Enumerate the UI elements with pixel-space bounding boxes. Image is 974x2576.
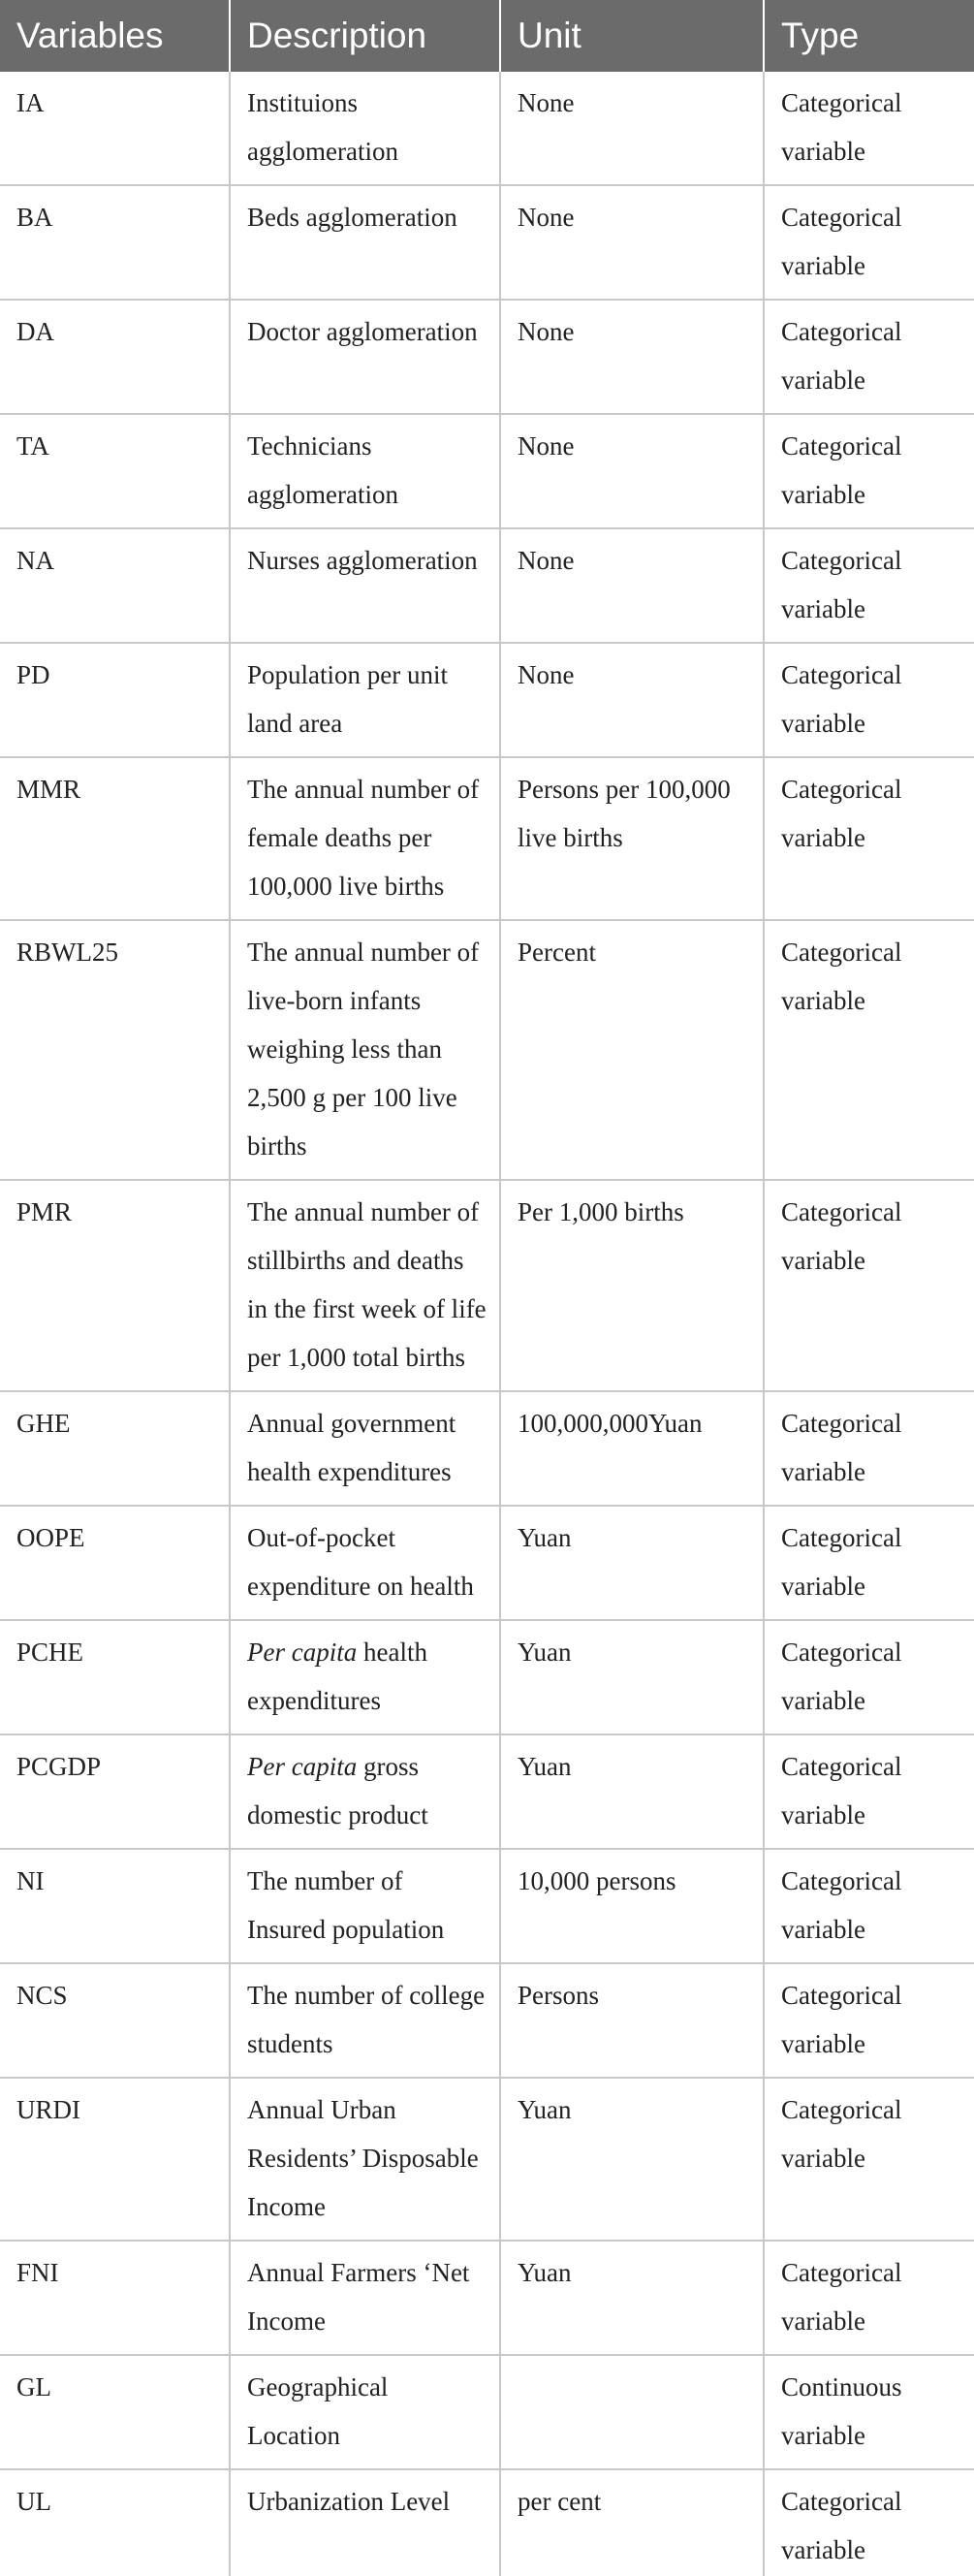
cell-variable: MMR (0, 757, 230, 920)
cell-unit: Yuan (500, 2078, 764, 2241)
cell-variable: GHE (0, 1391, 230, 1506)
cell-unit: None (500, 643, 764, 757)
cell-type: Categorical variable (764, 414, 974, 528)
cell-description (230, 757, 500, 920)
header-variables: Variables (0, 0, 230, 72)
table-row (0, 643, 974, 757)
description-segment: Out-of-pocket expenditure on health (247, 1523, 474, 1601)
table-row (0, 1180, 974, 1391)
cell-unit: Persons (500, 1963, 764, 2078)
table-row (0, 1734, 974, 1849)
cell-description (230, 414, 500, 528)
cell-type: Categorical variable (764, 920, 974, 1180)
table-row (0, 2241, 974, 2355)
cell-variable: BA (0, 185, 230, 300)
table-row (0, 1849, 974, 1963)
cell-description (230, 1391, 500, 1506)
cell-description (230, 2078, 500, 2241)
cell-unit: None (500, 300, 764, 414)
cell-type: Categorical variable (764, 1963, 974, 2078)
cell-unit: Percent (500, 920, 764, 1180)
cell-type: Categorical variable (764, 1849, 974, 1963)
description-segment: Annual Farmers ‘Net Income (247, 2258, 470, 2336)
cell-description (230, 1506, 500, 1620)
cell-variable: GL (0, 2355, 230, 2469)
cell-variable: PCGDP (0, 1734, 230, 1849)
cell-type: Categorical variable (764, 72, 974, 185)
cell-variable: UL (0, 2469, 230, 2576)
table-row (0, 1963, 974, 2078)
cell-description (230, 2469, 500, 2576)
table-row (0, 528, 974, 643)
description-segment: Population per unit land area (247, 660, 448, 738)
cell-type: Categorical variable (764, 1620, 974, 1734)
description-segment: The annual number of stillbirths and deaths in the first week of life per 1,000 total births (247, 1197, 487, 1372)
cell-unit: Yuan (500, 1620, 764, 1734)
cell-description (230, 1734, 500, 1849)
cell-variable: IA (0, 72, 230, 185)
table-row (0, 2078, 974, 2241)
description-segment: gross domestic product (247, 1752, 428, 1829)
cell-variable: PCHE (0, 1620, 230, 1734)
header-type: Type (764, 0, 974, 72)
description-segment: Doctor agglomeration (247, 317, 478, 346)
cell-description (230, 528, 500, 643)
table-row (0, 2469, 974, 2576)
table-row (0, 1506, 974, 1620)
cell-unit: None (500, 72, 764, 185)
table-row (0, 1620, 974, 1734)
cell-type: Categorical variable (764, 1391, 974, 1506)
cell-unit: Yuan (500, 1734, 764, 1849)
cell-type: Categorical variable (764, 1734, 974, 1849)
cell-description (230, 72, 500, 185)
description-segment: Urbanization Level (247, 2487, 451, 2516)
description-segment: The number of college students (247, 1981, 486, 2058)
table-row (0, 72, 974, 185)
cell-variable: NI (0, 1849, 230, 1963)
table-row (0, 757, 974, 920)
cell-description (230, 300, 500, 414)
cell-variable: TA (0, 414, 230, 528)
cell-unit: per cent (500, 2469, 764, 2576)
cell-type: Categorical variable (764, 1180, 974, 1391)
cell-variable: RBWL25 (0, 920, 230, 1180)
description-italic-segment: Per capita (247, 1638, 358, 1667)
description-segment: The annual number of live-born infants weighing less than 2,500 g per 100 live births (247, 938, 480, 1161)
cell-type: Categorical variable (764, 528, 974, 643)
cell-description (230, 1180, 500, 1391)
cell-unit: None (500, 414, 764, 528)
table-header (0, 0, 974, 72)
cell-variable: PMR (0, 1180, 230, 1391)
cell-unit: 10,000 persons (500, 1849, 764, 1963)
cell-unit: Yuan (500, 1506, 764, 1620)
description-segment: The number of Insured population (247, 1866, 445, 1944)
table-row (0, 1391, 974, 1506)
header-description: Description (230, 0, 500, 72)
cell-description (230, 185, 500, 300)
cell-description (230, 2355, 500, 2469)
cell-unit: 100,000,000Yuan (500, 1391, 764, 1506)
description-segment: Technicians agglomeration (247, 431, 398, 509)
table-row (0, 920, 974, 1180)
cell-description (230, 643, 500, 757)
cell-variable: NCS (0, 1963, 230, 2078)
cell-unit: None (500, 185, 764, 300)
description-segment: Geographical Location (247, 2372, 389, 2450)
cell-description (230, 1963, 500, 2078)
cell-variable: OOPE (0, 1506, 230, 1620)
description-segment: Instituions agglomeration (247, 88, 398, 166)
cell-unit: Per 1,000 births (500, 1180, 764, 1391)
table-row (0, 2355, 974, 2469)
header-unit: Unit (500, 0, 764, 72)
cell-type: Continuous variable (764, 2355, 974, 2469)
description-segment: The annual number of female deaths per 100,000 live births (247, 775, 480, 901)
cell-type: Categorical variable (764, 1506, 974, 1620)
cell-type: Categorical variable (764, 2078, 974, 2241)
cell-type: Categorical variable (764, 2469, 974, 2576)
description-segment: health expenditures (247, 1638, 427, 1715)
cell-description (230, 920, 500, 1180)
cell-variable: NA (0, 528, 230, 643)
table-row (0, 414, 974, 528)
cell-type: Categorical variable (764, 300, 974, 414)
description-segment: Annual government health expenditures (247, 1409, 456, 1486)
cell-type: Categorical variable (764, 757, 974, 920)
cell-type: Categorical variable (764, 185, 974, 300)
cell-unit: Yuan (500, 2241, 764, 2355)
cell-unit: Persons per 100,000 live births (500, 757, 764, 920)
table-body (0, 72, 974, 2576)
cell-unit (500, 2355, 764, 2469)
cell-variable: DA (0, 300, 230, 414)
description-segment: Nurses agglomeration (247, 546, 478, 575)
cell-unit: None (500, 528, 764, 643)
description-segment: Annual Urban Residents’ Disposable Income (247, 2095, 479, 2221)
table-row (0, 300, 974, 414)
cell-description (230, 2241, 500, 2355)
cell-description (230, 1620, 500, 1734)
description-segment: Beds agglomeration (247, 203, 457, 232)
cell-description (230, 1849, 500, 1963)
table-row (0, 185, 974, 300)
description-italic-segment: Per capita (247, 1752, 358, 1781)
cell-type: Categorical variable (764, 643, 974, 757)
cell-type: Categorical variable (764, 2241, 974, 2355)
cell-variable: URDI (0, 2078, 230, 2241)
cell-variable: PD (0, 643, 230, 757)
header-row (0, 0, 974, 72)
cell-variable: FNI (0, 2241, 230, 2355)
